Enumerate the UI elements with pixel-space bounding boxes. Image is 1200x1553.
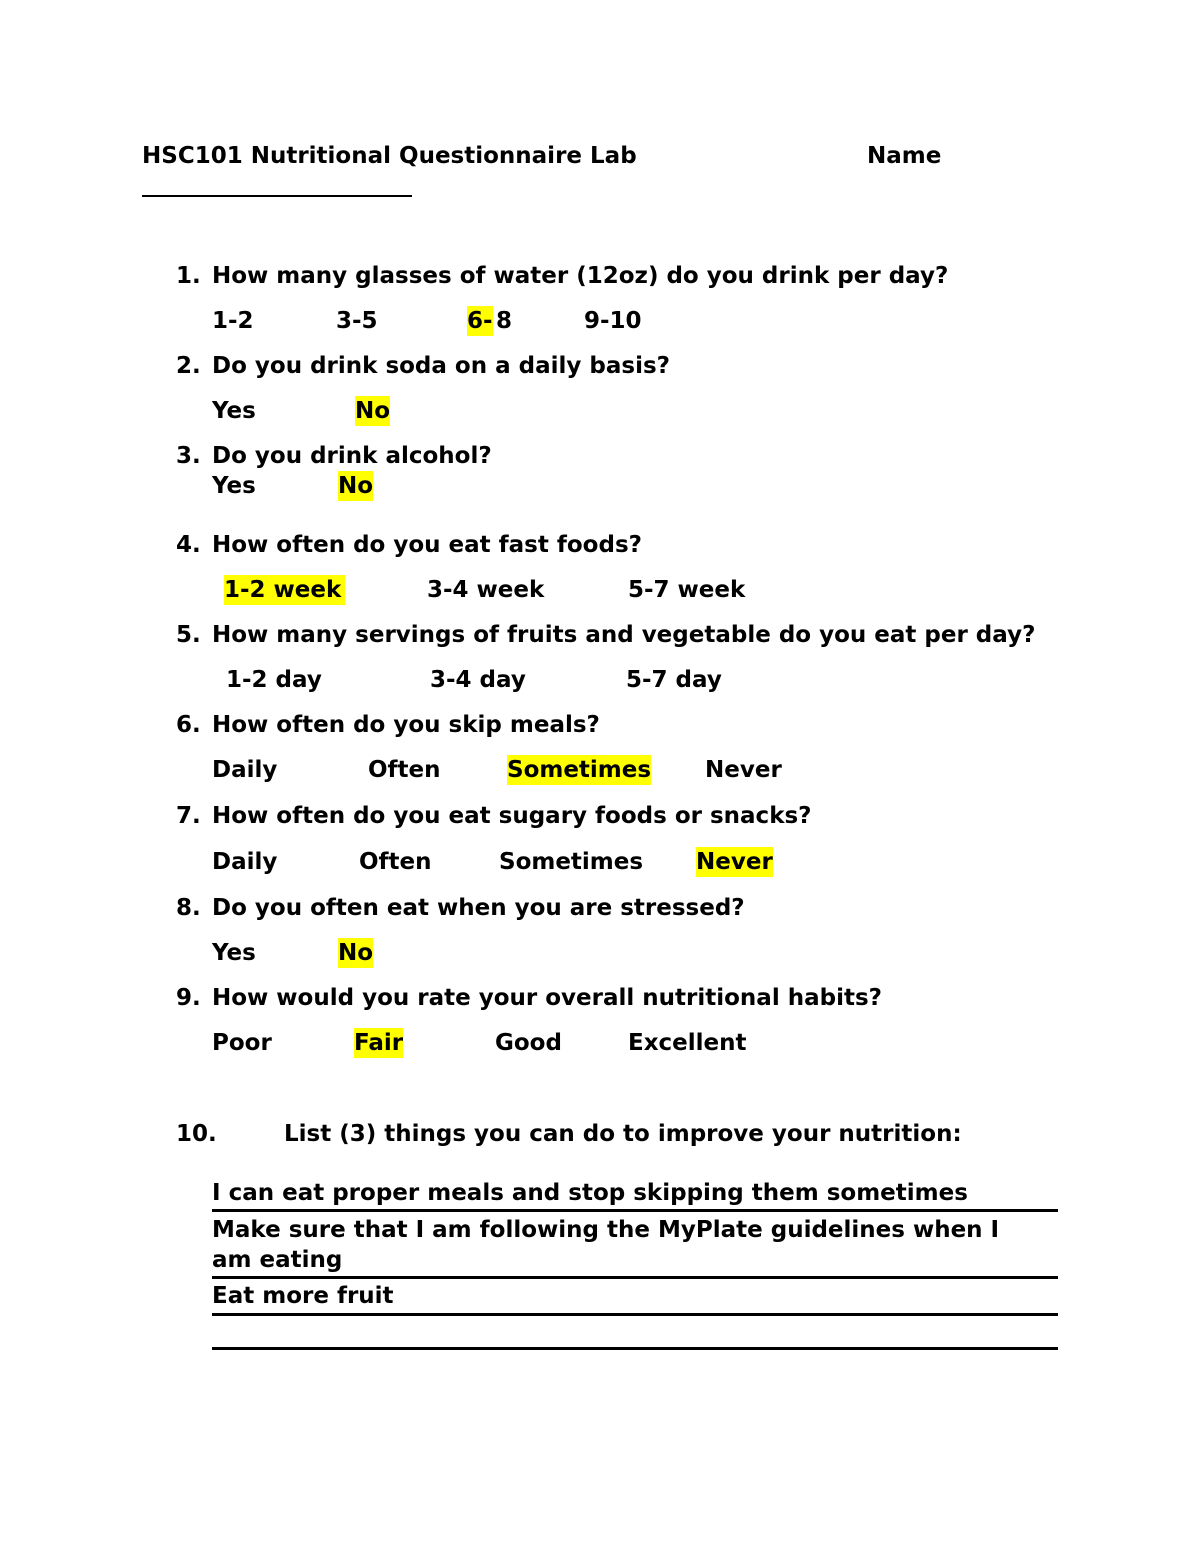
q8-option-yes: Yes — [212, 940, 256, 966]
q2-option-no-selected: No — [355, 398, 391, 424]
question-number-8: 8. — [176, 895, 201, 921]
name-blank-line — [142, 195, 412, 197]
answer-line-2-text: Make sure that I am following the MyPlate guidelines when I — [212, 1217, 1000, 1243]
answer-line-3-text: Eat more fruit — [212, 1283, 394, 1309]
q7-option-never-selected: Never — [696, 849, 773, 875]
answer-underline-3 — [212, 1313, 1058, 1316]
q9-option-poor: Poor — [212, 1030, 272, 1056]
question-number-7: 7. — [176, 803, 201, 829]
question-text-9: How would you rate your overall nutritional habits? — [212, 985, 882, 1011]
q7-option-often: Often — [359, 849, 432, 875]
q8-option-no-selected: No — [338, 940, 374, 966]
q1-option-9-10: 9-10 — [584, 308, 642, 334]
q7-option-sometimes: Sometimes — [499, 849, 644, 875]
q4-option-3-4-week: 3-4 week — [427, 577, 545, 603]
answer-line-1-text: I can eat proper meals and stop skipping them sometimes — [212, 1180, 968, 1206]
answer-underline-1 — [212, 1209, 1058, 1212]
q6-option-often: Often — [368, 757, 441, 783]
question-number-4: 4. — [176, 532, 201, 558]
q9-option-fair-selected: Fair — [354, 1030, 404, 1056]
question-text-10: List (3) things you can do to improve your nutrition: — [284, 1121, 962, 1147]
question-text-3: Do you drink alcohol? — [212, 443, 492, 469]
q7-option-daily: Daily — [212, 849, 278, 875]
q4-option-1-2-week-selected: 1-2 week — [224, 575, 345, 605]
document-title: HSC101 Nutritional Questionnaire Lab — [142, 143, 637, 169]
q1-option-6-8-selected-part: 6- — [467, 308, 493, 334]
q9-option-excellent: Excellent — [628, 1030, 747, 1056]
question-number-10: 10. — [176, 1121, 217, 1147]
question-text-8: Do you often eat when you are stressed? — [212, 895, 745, 921]
q1-option-3-5: 3-5 — [336, 308, 378, 334]
question-number-6: 6. — [176, 712, 201, 738]
q3-option-no-selected: No — [338, 473, 374, 499]
q5-option-1-2-day: 1-2 day — [226, 667, 322, 693]
question-number-2: 2. — [176, 353, 201, 379]
q3-option-yes: Yes — [212, 473, 256, 499]
q5-option-3-4-day-selected: 3-4 day — [430, 667, 526, 693]
question-text-4: How often do you eat fast foods? — [212, 532, 642, 558]
q6-option-sometimes-selected: Sometimes — [507, 757, 652, 783]
question-number-3: 3. — [176, 443, 201, 469]
question-number-1: 1. — [176, 263, 201, 289]
q9-option-good: Good — [495, 1030, 562, 1056]
q6-option-daily: Daily — [212, 757, 278, 783]
answer-underline-2 — [212, 1276, 1058, 1279]
q5-option-5-7-day: 5-7 day — [626, 667, 722, 693]
question-number-9: 9. — [176, 985, 201, 1011]
q1-option-6-8-rest: 8 — [496, 308, 513, 334]
q6-option-never: Never — [705, 757, 782, 783]
q1-option-1-2: 1-2 — [212, 308, 254, 334]
question-text-5: How many servings of fruits and vegetable do you eat per day? — [212, 622, 1036, 648]
q4-option-5-7-week: 5-7 week — [628, 577, 746, 603]
name-label: Name — [867, 143, 942, 169]
answer-underline-4 — [212, 1347, 1058, 1350]
answer-line-2-continued: am eating — [212, 1247, 343, 1273]
question-text-1: How many glasses of water (12oz) do you drink per day? — [212, 263, 949, 289]
question-number-5: 5. — [176, 622, 201, 648]
question-text-7: How often do you eat sugary foods or snacks? — [212, 803, 812, 829]
question-text-6: How often do you skip meals? — [212, 712, 600, 738]
question-text-2: Do you drink soda on a daily basis? — [212, 353, 670, 379]
q2-option-yes: Yes — [212, 398, 256, 424]
